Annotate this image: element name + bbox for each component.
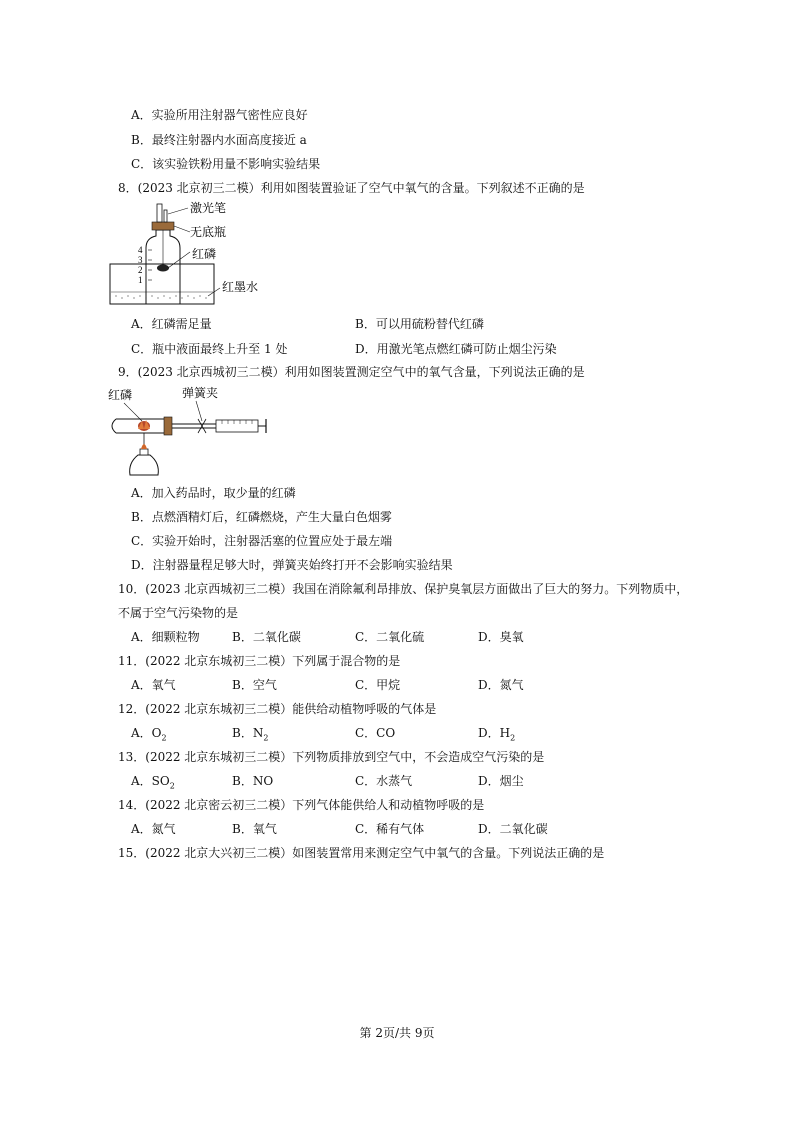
- q8-option-d: D．用激光笔点燃红磷可防止烟尘污染: [355, 342, 557, 356]
- q14-stem: 14．(2022 北京密云初三二模）下列气体能供给人和动植物呼吸的是: [118, 798, 485, 812]
- q10-stem-line2: 不属于空气污染物的是: [118, 606, 239, 620]
- q14-option-a: A．氮气: [131, 822, 176, 836]
- page-footer: 第 2页/共 9页: [359, 1026, 435, 1040]
- q12-option-d: D．$H_2$: [478, 726, 516, 743]
- q9-option-a: A．加入药品时，取少量的红磷: [131, 486, 296, 500]
- q8-scale-3: 3: [138, 255, 143, 265]
- q11-option-c: C．甲烷: [355, 678, 401, 692]
- q12-option-a: A．$O_2$: [131, 726, 167, 743]
- q11-option-a: A．氧气: [131, 678, 176, 692]
- q8-label-ink: 红墨水: [222, 280, 259, 294]
- q11-option-d: D．氮气: [478, 678, 524, 692]
- q12-stem: 12．(2022 北京东城初三二模）能供给动植物呼吸的气体是: [118, 702, 437, 716]
- q10-option-b: B．二氧化碳: [232, 630, 301, 644]
- q10-option-c: C．二氧化硫: [355, 630, 425, 644]
- q14-option-b: B．氧气: [232, 822, 277, 836]
- q9-figure: [104, 383, 274, 483]
- q13-option-a: A．$SO_2$: [131, 774, 175, 791]
- q12-option-c: C．CO: [355, 726, 396, 740]
- q12-option-b: B．$N_2$: [232, 726, 269, 743]
- q8-label-laser: 激光笔: [190, 201, 227, 215]
- q8-label-phosphorus: 红磷: [192, 247, 217, 261]
- q8-scale-1: 1: [138, 275, 143, 285]
- q15-stem: 15．(2022 北京大兴初三二模）如图装置常用来测定空气中氧气的含量。下列说法正确的是: [118, 846, 605, 860]
- q13-option-b: B．NO: [232, 774, 274, 788]
- q14-option-d: D．二氧化碳: [478, 822, 548, 836]
- q7-option-b: B．最终注射器内水面高度接近 a: [131, 133, 307, 147]
- q9-option-b: B．点燃酒精灯后，红磷燃烧，产生大量白色烟雾: [131, 510, 392, 524]
- q13-option-c: C．水蒸气: [355, 774, 413, 788]
- q7-option-a: A．实验所用注射器气密性应良好: [131, 108, 308, 122]
- q8-stem: 8．(2023 北京初三二模）利用如图装置验证了空气中氧气的含量。下列叙述不正确的是: [118, 181, 585, 195]
- q8-label-bottle: 无底瓶: [190, 225, 227, 239]
- q8-scale-4: 4: [138, 245, 143, 255]
- q9-label-phosphorus: 红磷: [108, 388, 133, 402]
- q13-stem: 13．(2022 北京东城初三二模）下列物质排放到空气中，不会造成空气污染的是: [118, 750, 545, 764]
- q13-option-d: D．烟尘: [478, 774, 524, 788]
- q9-option-c: C．实验开始时，注射器活塞的位置应处于最左端: [131, 534, 393, 548]
- q11-stem: 11．(2022 北京东城初三二模）下列属于混合物的是: [118, 654, 401, 668]
- q10-option-d: D．臭氧: [478, 630, 524, 644]
- q14-option-c: C．稀有气体: [355, 822, 425, 836]
- q8-option-c: C．瓶中液面最终上升至 1 处: [131, 342, 288, 356]
- q9-label-clip: 弹簧夹: [182, 386, 219, 400]
- q11-option-b: B．空气: [232, 678, 277, 692]
- q9-apparatus-diagram: [104, 383, 274, 483]
- q9-stem: 9．(2023 北京西城初三二模）利用如图装置测定空气中的氧气含量，下列说法正确的是: [118, 365, 585, 379]
- q10-stem-line1: 10．(2023 北京西城初三二模）我国在消除氟利昂排放、保护臭氧层方面做出了巨大的努力。下列物质中，: [118, 582, 689, 596]
- q8-figure: [108, 200, 288, 308]
- q10-option-a: A．细颗粒物: [131, 630, 200, 644]
- q8-option-a: A．红磷需足量: [131, 317, 212, 331]
- q8-scale-2: 2: [138, 265, 143, 275]
- q8-option-b: B．可以用硫粉替代红磷: [355, 317, 484, 331]
- q9-option-d: D．注射器量程足够大时，弹簧夹始终打开不会影响实验结果: [131, 558, 453, 572]
- q8-apparatus-diagram: [108, 200, 288, 308]
- q7-option-c: C．该实验铁粉用量不影响实验结果: [131, 157, 321, 171]
